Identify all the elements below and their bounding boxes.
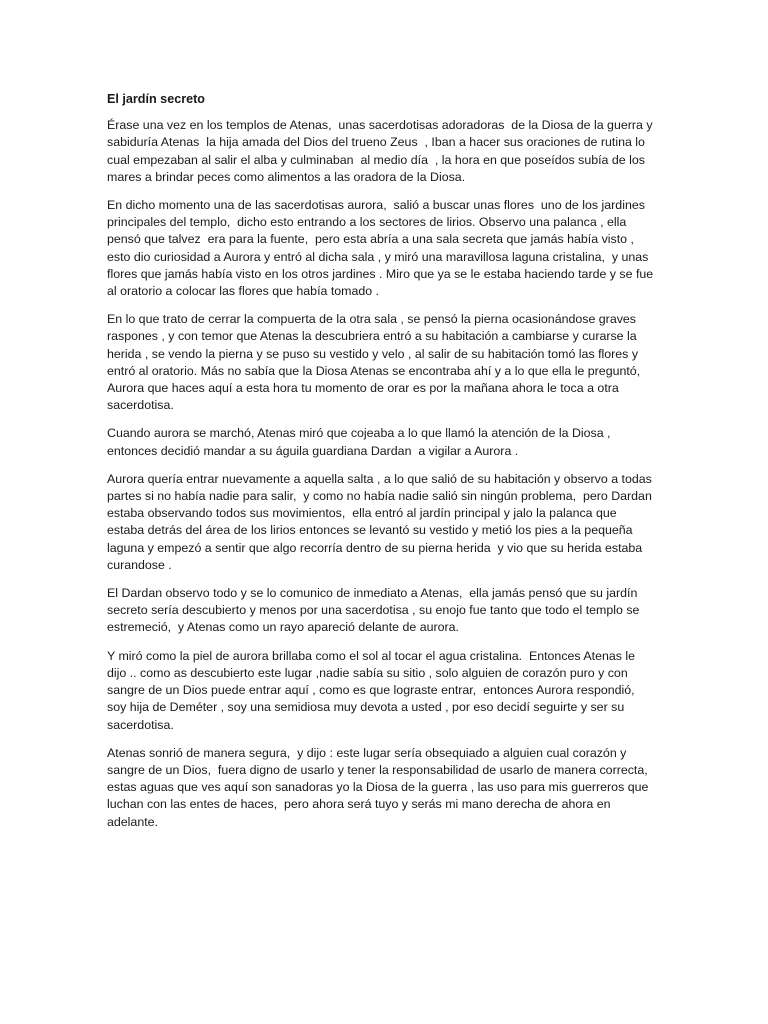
paragraph-8: Atenas sonrió de manera segura, y dijo : este lugar sería obsequiado a alguien cual corazón y sangre de un Dios, fuera digno de usarlo y tener la responsabilidad de usarlo de manera correcta, estas aguas que ves aquí son sanadoras yo la Diosa de la guerra , las uso para mis guerreros que luchan con las entes de haces, pero ahora será tuyo y serás mi mano derecha de ahora en adelante.: [107, 745, 652, 829]
paragraph-3: En lo que trato de cerrar la compuerta de la otra sala , se pensó la pierna ocasionándose graves raspones , y con temor que Atenas la descubriera entró a su habitación a cambiarse y curarse la herida , se vendo la pierna y se puso su vestido y velo , al salir de su habitación tomó las flores y entró al oratorio. Más no sabía que la Diosa Atenas se encontraba ahí y a lo que ella le preguntó, Aurora que haces aquí a esta hora tu momento de orar es por la mañana ahora le toca a otra sacerdotisa.: [107, 312, 643, 413]
document-body: [107, 91, 655, 842]
paragraph-5: Aurora quería entrar nuevamente a aquella salta , a lo que salió de su habitación y observo a todas partes si no había nadie para salir, y como no había nadie salió sin ningún problema, pero Dardan estaba observando todos sus movimientos, ella entró al jardín principal y jalo la palanca que estaba detrás del área de los lirios entonces se levantó su vestido y metió los pies a la pequeña laguna y empezó a sentir que algo recorría dentro de su pierna herida y vio que su herida estaba curandose .: [107, 471, 656, 572]
paragraph-1: Érase una vez en los templos de Atenas, unas sacerdotisas adoradoras de la Diosa de la guerra y sabiduría Atenas la hija amada del Dios del trueno Zeus , Iban a hacer sus oraciones de rutina lo cual empezaban al salir el alba y culminaban al medio día , la hora en que poseídos subía de los mares a brindar peces como alimentos a las oradora de la Diosa.: [107, 118, 656, 184]
paragraph-2: En dicho momento una de las sacerdotisas aurora, salió a buscar unas flores uno de los jardines principales del templo, dicho esto entrando a los sectores de lirios. Observo una palanca , ella pensó que talvez era para la fuente, pero esta abría a una sala secreta que jamás había visto , esto dio curiosidad a Aurora y entró al dicha sala , y miró una maravillosa laguna cristalina, y unas flores que jamás había visto en los otros jardines . Miro que ya se le estaba haciendo tarde y se fue al oratorio a colocar las flores que había tomado .: [107, 198, 657, 299]
paragraph-6: El Dardan observo todo y se lo comunico de inmediato a Atenas, ella jamás pensó que su jardín secreto sería descubierto y menos por una sacerdotisa , su enojo fue tanto que todo el templo se estremeció, y Atenas como un rayo apareció delante de aurora.: [107, 586, 643, 635]
paragraph-7: Y miró como la piel de aurora brillaba como el sol al tocar el agua cristalina. Entonces Atenas le dijo .. como as descubierto este lugar ,nadie sabía su sitio , solo alguien de corazón puro y con sangre de un Dios puede entrar aquí , como es que lograste entrar, entonces Aurora respondió, soy hija de Deméter , soy una semidiosa muy devota a usted , por eso decidí seguirte y ser su sacerdotisa.: [107, 648, 639, 732]
paragraph-4: Cuando aurora se marchó, Atenas miró que cojeaba a lo que llamó la atención de la Diosa , entonces decidió mandar a su águila guardiana Dardan a vigilar a Aurora .: [107, 426, 614, 458]
document-title: El jardín secreto: [107, 92, 205, 106]
